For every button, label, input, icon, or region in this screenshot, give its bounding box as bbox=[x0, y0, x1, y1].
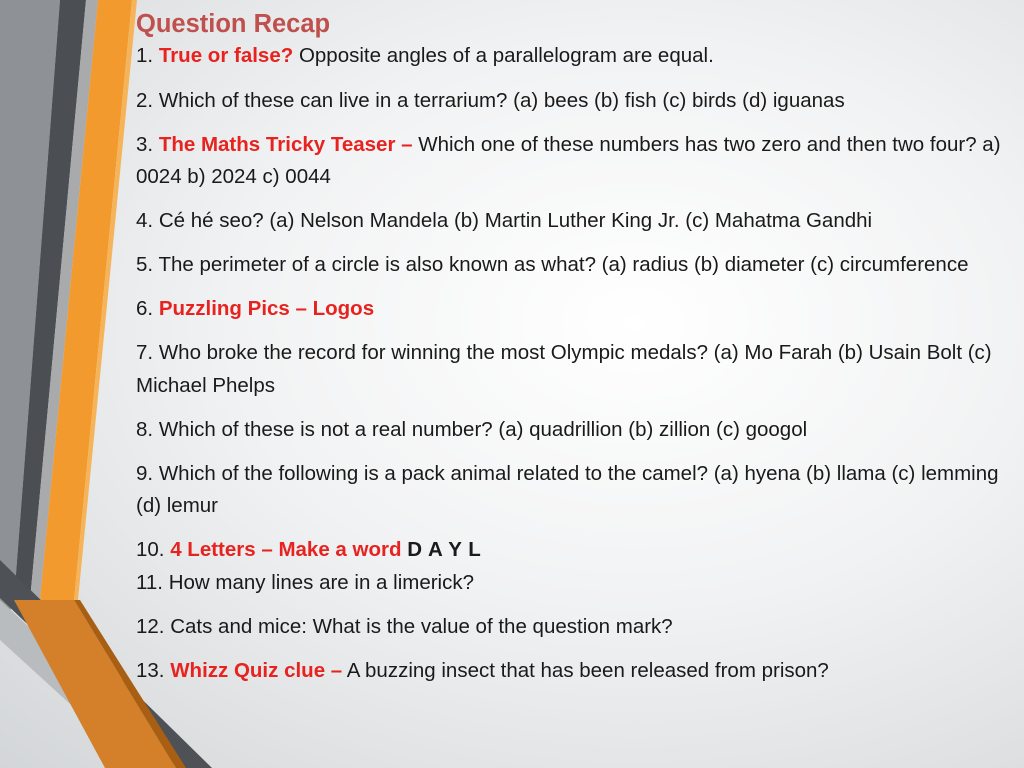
question-number: 5. bbox=[136, 253, 154, 276]
question-10 bbox=[136, 534, 1006, 567]
question-12 bbox=[136, 611, 1006, 644]
question-highlight: Puzzling Pics – Logos bbox=[158, 297, 375, 320]
question-number: 3. bbox=[136, 132, 154, 156]
question-number: 1. bbox=[136, 44, 154, 67]
question-4 bbox=[136, 205, 1006, 238]
question-number: 6. bbox=[136, 297, 154, 320]
question-text: Which of these can live in a terrarium? (a) bees (b) fish (c) birds (d) iguanas bbox=[158, 88, 845, 112]
question-13 bbox=[136, 655, 1006, 688]
question-number: 8. bbox=[136, 417, 154, 441]
question-1 bbox=[136, 40, 1006, 73]
question-8 bbox=[136, 414, 1006, 447]
question-11 bbox=[136, 567, 1006, 600]
question-text: Which one of these numbers has two zero and then two four? a) 0024 b) 2024 c) 0044 bbox=[136, 132, 1001, 188]
question-number: 7. bbox=[136, 341, 154, 364]
question-recap-content bbox=[136, 8, 1006, 699]
question-text: Which of these is not a real number? (a) quadrillion (b) zillion (c) googol bbox=[158, 417, 808, 441]
question-highlight: 4 Letters – Make a word bbox=[170, 538, 402, 561]
question-text: A buzzing insect that has been released from prison? bbox=[346, 658, 829, 682]
question-highlight: The Maths Tricky Teaser – bbox=[158, 132, 413, 156]
question-number: 2. bbox=[136, 88, 154, 112]
question-text: Who broke the record for winning the most Olympic medals? (a) Mo Farah (b) Usain Bolt (c) Michael Phelps bbox=[136, 341, 992, 397]
question-7 bbox=[136, 337, 1006, 402]
question-number: 13. bbox=[136, 658, 165, 682]
question-3 bbox=[136, 129, 1006, 194]
question-text: Cé hé seo? (a) Nelson Mandela (b) Martin Luther King Jr. (c) Mahatma Gandhi bbox=[158, 209, 873, 232]
question-number: 9. bbox=[136, 461, 154, 485]
question-2 bbox=[136, 85, 1006, 118]
question-text: Which of the following is a pack animal related to the camel? (a) hyena (b) llama (c) lemming (d) lemur bbox=[136, 461, 999, 517]
question-number: 4. bbox=[136, 209, 154, 232]
question-text: The perimeter of a circle is also known as what? (a) radius (b) diameter (c) circumference bbox=[158, 253, 969, 276]
question-number: 10. bbox=[136, 538, 165, 561]
letters-puzzle: D A Y L bbox=[407, 538, 482, 561]
question-text: How many lines are in a limerick? bbox=[168, 570, 475, 594]
question-number: 11. bbox=[136, 570, 163, 594]
question-9 bbox=[136, 458, 1006, 523]
page-title: Question Recap bbox=[136, 10, 331, 38]
question-5 bbox=[136, 249, 1006, 282]
question-text: Cats and mice: What is the value of the question mark? bbox=[170, 614, 673, 638]
question-highlight: True or false? bbox=[158, 44, 294, 67]
question-text: Opposite angles of a parallelogram are equal. bbox=[298, 44, 714, 67]
question-number: 12. bbox=[136, 614, 165, 638]
question-6 bbox=[136, 293, 1006, 326]
question-highlight: Whizz Quiz clue – bbox=[170, 658, 343, 682]
